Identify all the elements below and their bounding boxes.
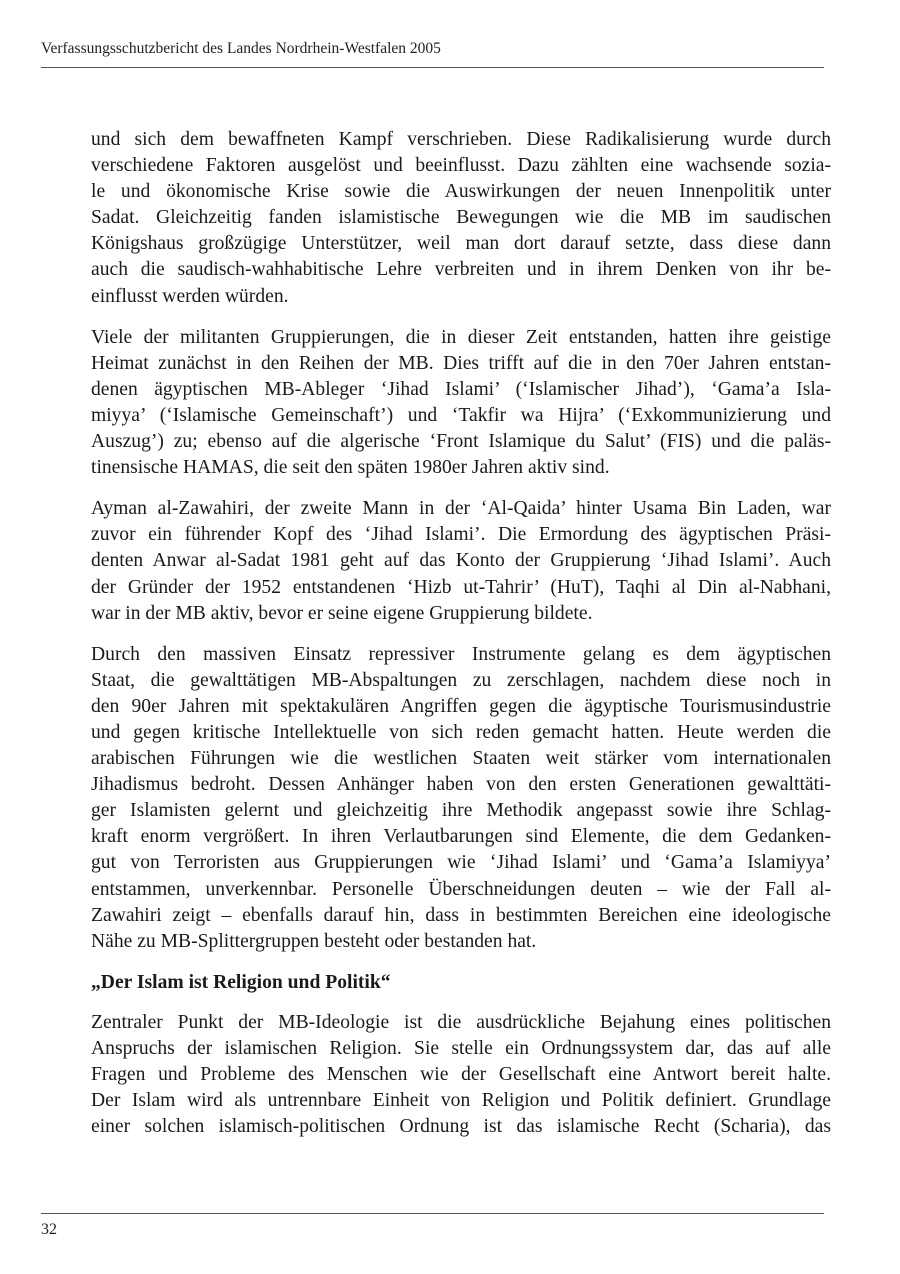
paragraph [91,642,831,955]
text-line: Durch den massiven Einsatz repressiver Instrumente gelang es dem ägyptischen [91,643,831,665]
text-line: Zentraler Punkt der MB-Ideologie ist die ausdrückliche Bejahung eines politischen [91,1011,831,1033]
text-line: einflusst werden würden. [91,285,289,307]
text-line: denten Anwar al-Sadat 1981 geht auf das Konto der Gruppierung ‘Jihad Islami’. Auch [91,550,831,572]
text-line: war in der MB aktiv, bevor er seine eigene Gruppierung bildete. [91,602,593,624]
text-line: der Gründer der 1952 entstandenen ‘Hizb ut-Tahrir’ (HuT), Taqhi al Din al-Nabhani, [91,576,831,598]
text-line: tinensische HAMAS, die seit den späten 1980er Jahren aktiv sind. [91,457,610,479]
text-line: entstammen, unverkennbar. Personelle Überschneidungen deuten – wie der Fall al- [91,878,831,900]
text-line: Jihadismus bedroht. Dessen Anhänger haben von den ersten Generationen gewalttäti- [91,774,831,796]
text-line: kraft enorm vergrößert. In ihren Verlautbarungen sind Elemente, die dem Gedanken- [91,826,831,848]
body-text [91,127,831,1155]
footer-rule [41,1213,824,1214]
text-line: verschiedene Faktoren ausgelöst und beeinflusst. Dazu zählten eine wachsende sozia- [91,155,831,177]
text-line: Anspruchs der islamischen Religion. Sie stelle ein Ordnungssystem dar, das auf alle [91,1037,831,1059]
text-line: Königshaus großzügige Unterstützer, weil man dort darauf setzte, dass diese dann [91,233,831,255]
text-line: gut von Terroristen aus Gruppierungen wie ‘Jihad Islami’ und ‘Gama’a Islamiyya’ [91,852,831,874]
text-line: le und ökonomische Krise sowie die Auswirkungen der neuen Innenpolitik unter [91,181,831,203]
paragraph [91,496,831,626]
text-line: Heimat zunächst in den Reihen der MB. Dies trifft auf die in den 70er Jahren entstan- [91,352,831,374]
paragraph [91,127,831,310]
text-line: Sadat. Gleichzeitig fanden islamistische Bewegungen wie die MB im saudischen [91,207,831,229]
text-line: ger Islamisten gelernt und gleichzeitig ihre Methodik angepasst sowie ihre Schlag- [91,800,831,822]
page-number: 32 [41,1221,57,1238]
text-line: Auszug’) zu; ebenso auf die algerische ‘Front Islamique du Salut’ (FIS) und die paläs- [91,431,831,453]
text-line: denen ägyptischen MB-Ableger ‘Jihad Islami’ (‘Islamischer Jihad’), ‘Gama’a Isla- [91,378,831,400]
section-heading: „Der Islam ist Religion und Politik“ [91,971,391,993]
text-line: und gegen kritische Intellektuelle von sich reden gemacht hatten. Heute werden die [91,721,831,743]
text-line: zuvor ein führender Kopf des ‘Jihad Islami’. Die Ermordung des ägyptischen Präsi- [91,524,831,546]
paragraph [91,1010,831,1140]
text-line: arabischen Führungen wie die westlichen Staaten weit stärker vom internationalen [91,748,831,770]
text-line: Staat, die gewalttätigen MB-Abspaltungen zu zerschlagen, nachdem diese noch in [91,669,831,691]
text-line: Fragen und Probleme des Menschen wie der Gesellschaft eine Antwort bereit halte. [91,1064,831,1085]
text-line: Nähe zu MB-Splittergruppen besteht oder bestanden hat. [91,930,537,952]
text-line: den 90er Jahren mit spektakulären Angriffen gegen die ägyptische Tourismusindustrie [91,695,831,717]
text-line: miyya’ (‘Islamische Gemeinschaft’) und ‘Takfir wa Hijra’ (‘Exkommunizierung und [91,404,831,426]
running-header: Verfassungsschutzbericht des Landes Nordrhein-Westfalen 2005 [41,40,441,57]
text-line: Ayman al-Zawahiri, der zweite Mann in der ‘Al-Qaida’ hinter Usama Bin Laden, war [91,498,831,520]
text-line: auch die saudisch-wahhabitische Lehre verbreiten und in ihrem Denken von ihr be- [91,259,831,281]
header-rule [41,67,824,68]
text-line: Der Islam wird als untrennbare Einheit von Religion und Politik definiert. Grundlage [91,1090,831,1112]
text-line: Zawahiri zeigt – ebenfalls darauf hin, dass in bestimmten Bereichen eine ideologische [91,904,831,926]
text-line: einer solchen islamisch-politischen Ordnung ist das islamische Recht (Scharia), das [91,1116,831,1138]
text-line: und sich dem bewaffneten Kampf verschrieben. Diese Radikalisierung wurde durch [91,129,831,150]
text-line: Viele der militanten Gruppierungen, die in dieser Zeit entstanden, hatten ihre geistige [91,326,831,348]
paragraph [91,325,831,482]
